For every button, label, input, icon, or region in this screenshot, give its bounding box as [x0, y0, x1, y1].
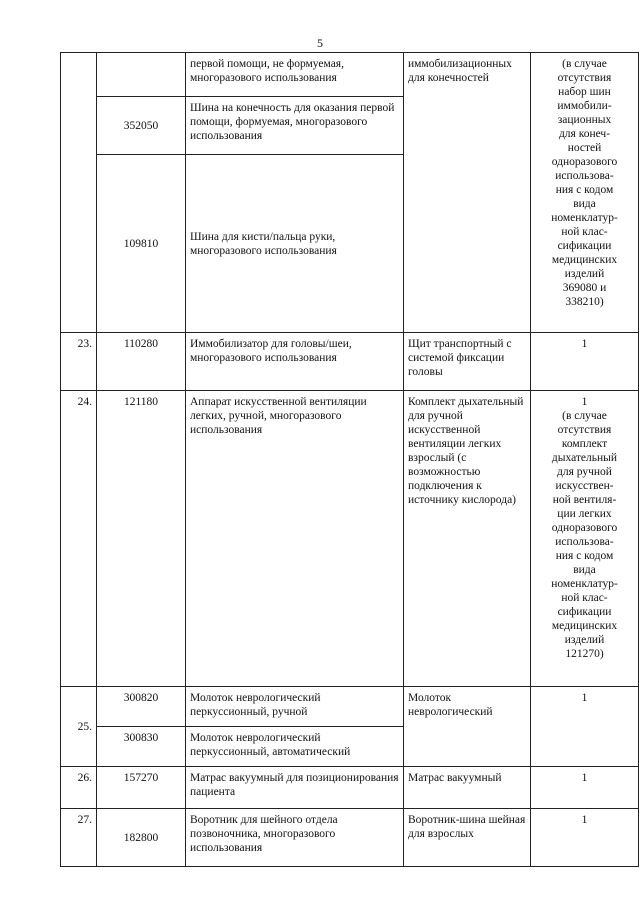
table-row: [61, 767, 639, 809]
page-number: 5: [317, 36, 323, 50]
table-row: [61, 333, 639, 391]
table-row: [61, 53, 639, 97]
item-name: Шина на конечность для оказания первой помощи, формуемая, многоразового использования: [186, 97, 404, 155]
nomenclature-code: 300820: [97, 687, 186, 727]
item-type: Щит транспортный с системой фиксации головы: [404, 333, 531, 391]
nomenclature-code: 121180: [97, 391, 186, 687]
item-name: Матрас вакуумный для позиционирования пациента: [186, 767, 404, 809]
item-quantity: 1: [531, 767, 639, 809]
row-number: 27.: [61, 809, 97, 867]
nomenclature-code: 109810: [97, 155, 186, 333]
table-row: [61, 809, 639, 867]
nomenclature-code: 300830: [97, 727, 186, 767]
row-number: 25.: [61, 687, 97, 767]
row-number: [61, 53, 97, 333]
item-type: иммобилизационных для конечностей: [404, 53, 531, 333]
item-quantity: 1: [531, 809, 639, 867]
equipment-table: [60, 52, 639, 867]
table-row: [61, 687, 639, 727]
item-name: Молоток неврологический перкуссионный, автоматический: [186, 727, 404, 767]
nomenclature-code: 352050: [97, 97, 186, 155]
item-name: Воротник для шейного отдела позвоночника, многоразового использования: [186, 809, 404, 867]
item-type: Матрас вакуумный: [404, 767, 531, 809]
item-name: первой помощи, не формуемая, многоразового использования: [186, 53, 404, 97]
item-type: Воротник-шина шейная для взрослых: [404, 809, 531, 867]
item-name: Иммобилизатор для головы/шеи, многоразового использования: [186, 333, 404, 391]
item-quantity: 1: [531, 687, 639, 767]
item-quantity: 1 (в случае отсутствия комплект дыхательный для ручной искусствен- ной вентиля- ции легких одноразового использова- ния с кодом вида номенклатур- ной клас- сификации медицинских изделий 121270): [531, 391, 639, 687]
item-type: Комплект дыхательный для ручной искусственной вентиляции легких взрослый (с возможностью подключения к источнику кислорода): [404, 391, 531, 687]
nomenclature-code: 110280: [97, 333, 186, 391]
item-name: Молоток неврологический перкуссионный, ручной: [186, 687, 404, 727]
item-name: Аппарат искусственной вентиляции легких, ручной, многоразового использования: [186, 391, 404, 687]
nomenclature-code: [97, 53, 186, 97]
table-row: [61, 391, 639, 687]
nomenclature-code: 182800: [97, 809, 186, 867]
item-type: Молоток неврологический: [404, 687, 531, 767]
item-name: Шина для кисти/пальца руки, многоразового использования: [186, 155, 404, 333]
row-number: 26.: [61, 767, 97, 809]
item-quantity: 1: [531, 333, 639, 391]
row-number: 23.: [61, 333, 97, 391]
nomenclature-code: 157270: [97, 767, 186, 809]
row-number: 24.: [61, 391, 97, 687]
item-quantity-note: (в случае отсутствия набор шин иммобили- зационных для конеч- ностей одноразового использова- ния с кодом вида номенклатур- ной клас- сификации медицинских изделий 369080 и 338210): [531, 53, 639, 333]
